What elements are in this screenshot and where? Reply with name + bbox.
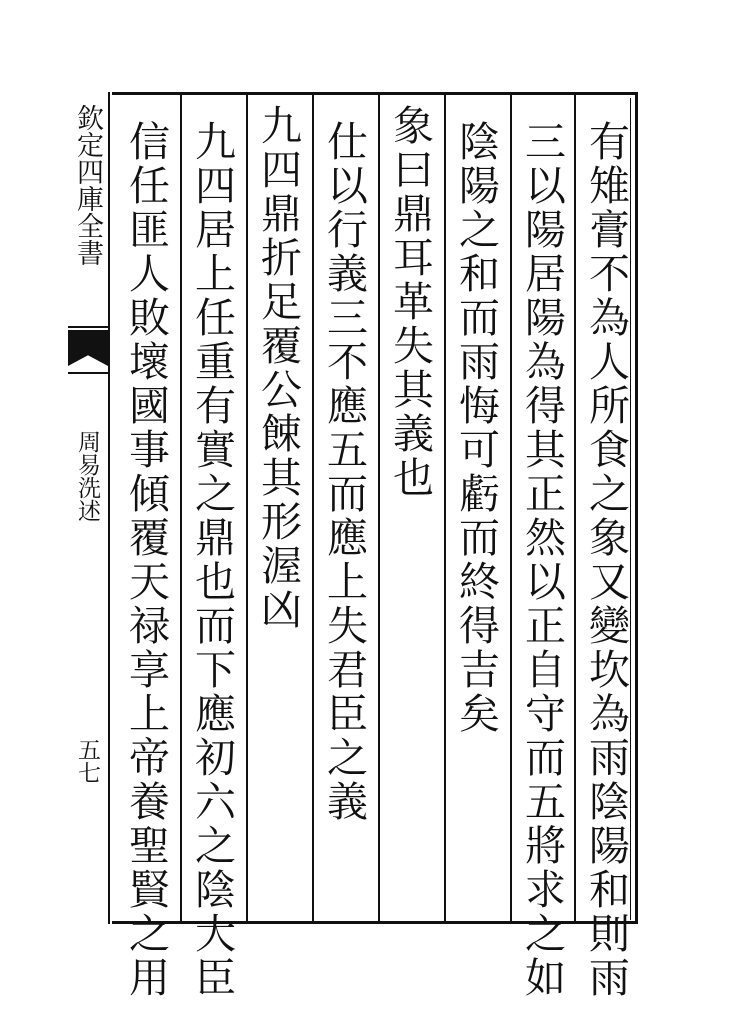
fish-tail-line-bottom [68,372,108,374]
book-title: 欽定四庫全書 [72,104,103,266]
page-number: 五七 [74,738,100,784]
text-column-7: 九四居上任重有實之鼎也而下應初六之陰大臣 [188,120,236,1000]
column-rule [246,95,248,924]
column-rule [574,95,576,924]
text-column-6: 九四鼎折足覆公餗其形渥凶 [254,104,302,632]
column-rule [378,95,380,924]
column-rule [510,95,512,924]
text-column-3: 陰陽之和而雨悔可虧而終得吉矣 [452,120,500,736]
text-column-4: 象曰鼎耳革失其義也 [386,104,434,500]
column-rule [180,95,182,924]
text-column-1: 有雉膏不為人所食之象又變坎為雨陰陽和則雨 [582,120,630,1000]
text-column-5: 仕以行義三不應五而應上失君臣之義 [320,120,368,824]
text-column-8: 信任匪人敗壞國事傾覆天禄享上帝養聖賢之用 [122,120,170,1000]
section-title: 周易洗述 [74,430,100,522]
text-column-2: 三以陽居陽為得其正然以正自守而五將求之如 [518,120,566,1000]
column-rule [444,95,446,924]
column-rule [312,95,314,924]
fish-tail-line-top [68,326,108,328]
